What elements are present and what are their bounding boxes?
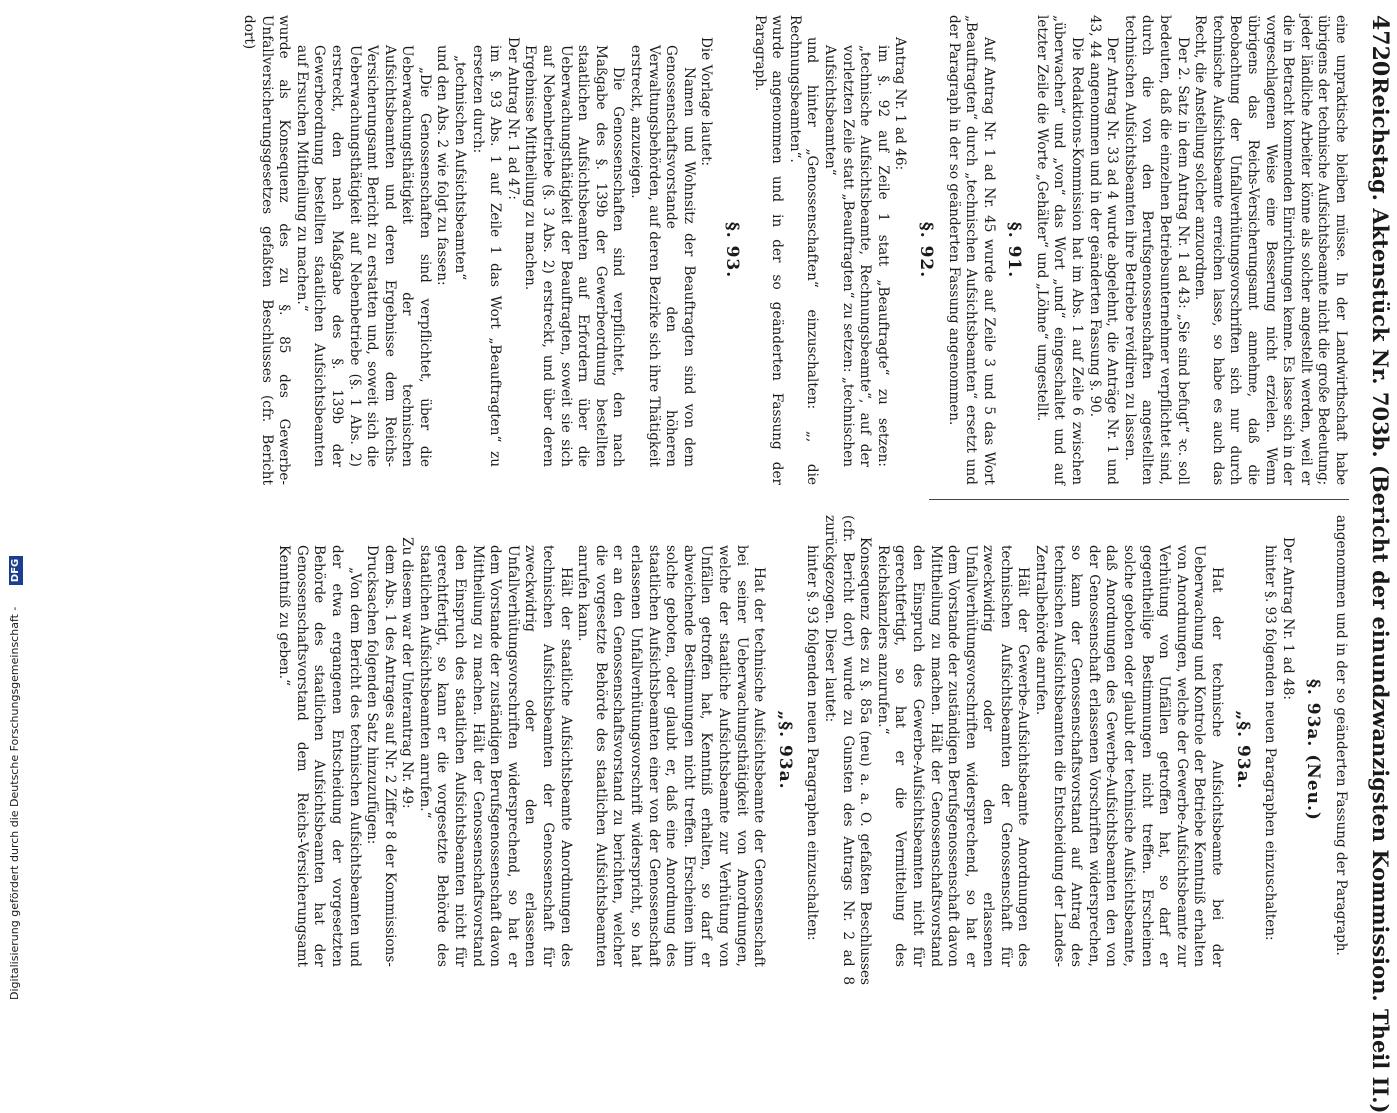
paragraph: eine unpraktische bleiben müsse. In der Landwirthschaft habe übrigens der technische Aufsichtsbeamte nicht die große Bedeutung; jeder ländliche Arbeiter könne als solcher angestellt werden, weil er die in Betracht kommenden Einrichtungen kenne. Es lasse sich in der vorgeschlagenen Weise eine Besserung nicht erzielen. Wenn übrigens das Reichs-Versicherungsamt annehme, daß die Beobachtung der Unfallverhütungsvorschriften sich nur durch technische Aufsichtsbeamte erreichen lasse, so habe es auch das Recht, die Anstellung solcher anzuordnen. [1192, 15, 1349, 485]
quoted-amendment: dem Abs. 1 des Antrages auf Nr. 2 Ziffer 8 der Kommissions-Drucksachen folgenden Satz hinzuzufügen: [364, 545, 398, 967]
quoted-text: Hat der technische Aufsichtsbeamte bei der Ueberwachung und Kontrole der Betriebe Kenntniß erhalten von Anordnungen, welche der Gewerbe-Aufsichtsbeamte zur Verhütung von Unfällen getroffen hat, so darf er gegentheilige Bestimmungen nicht treffen. Erscheinen solche geboten oder glaubt der technische Aufsichtsbeamte, daß Anordnungen des Gewerbe-Aufsichtsbeamten den von der Genossenschaft erlassenen Vorschriften widersprechen, so kann der Genossenschaftsvorstand auf Antrag des technischen Aufsichtsbeamten die Entscheidung der Landes-Zentralbehörde anrufen. [1033, 545, 1226, 967]
paragraph: Der Antrag Nr. 1 ad 47: [504, 37, 521, 200]
digitization-credit [8, 0, 23, 1000]
paragraph: Der Antrag Nr. 33 ad 4 wurde abgelehnt, die Anträge Nr. 1 und 43, 44 angenommen und in der geänderten Fassung §. 90. [1086, 15, 1121, 485]
left-column [169, 15, 1349, 485]
quoted-section-heading: „§. 93a. [1232, 710, 1253, 790]
section-heading: §. 93a. (Neu.) [1303, 679, 1324, 821]
running-header [1359, 15, 1395, 1113]
dfg-logo: DFG [9, 556, 23, 585]
paragraph: angenommen und in der so geänderten Fassung der Paragraph. [1333, 515, 1349, 956]
quoted-text: Hält der staatliche Aufsichtsbeamte Anordnungen des technischen Aufsichtsbeamten der Genossenschaft für zweckwidrig oder den erlassenen Unfallverhütungsvorschriften widersprechend, so hat er dem Vorstande der zuständigen Berufsgenossenschaft davon Mittheilung zu machen. Hält der Genossenschaftsvorstand den Einspruch des staatlichen Aufsichtsbeamten nicht für gerechtfertigt, so kann er die vorgesetzte Behörde des staatlichen Aufsichtsbeamten anrufen.“ [416, 545, 574, 967]
quoted-amendment: im §. 92 auf Zeile 1 statt „Beauftragte“ zu setzen: „technische Aufsichtsbeamte, Rechnungsbeamte“, auf der vorletzten Zeile statt „Beauftragten“ zu setzen: „technischen Aufsichtsbeamten“ [821, 45, 891, 467]
running-title: Reichstag. Aktenstück Nr. 703b. (Bericht der einundzwanzigsten Kommission. Theil II.) [1368, 77, 1393, 1113]
paragraph: Die Redaktions-Kommission hat im Abs. 1 auf Zeile 6 zwischen „überwachen“ und „von“ das Wort „und“ eingeschaltet und auf letzter Zeile die Worte „Gehälter“ und „Löhne“ umgestellt. [1033, 15, 1086, 485]
quoted-text: Hat der technische Aufsichtsbeamte der Genossenschaft bei seiner Ueberwachungsthätigkeit von Anordnungen, welche der staatliche Aufsichtsbeamte zur Verhütung von Unfällen getroffen hat, Kenntniß erhalten, so darf er abweichende Bestimmungen nicht treffen. Erscheinen ihm solche geboten, oder glaubt er, daß eine Anordnung des staatlichen Aufsichtsbeamten einer von der Genossenschaft erlassenen Unfallverhütungsvorschrift widerspricht, so hat er an den Genossenschaftsvorstand zu berichten, welcher die vorgesetzte Behörde des staatlichen Aufsichtsbeamten anrufen kann. [575, 545, 768, 967]
paragraph: wurde als Konsequenz des zu §. 85 des Gewerbe-Unfallversicherungsgesetzes gefaßten Beschlusses (cfr. Bericht dort) [240, 15, 293, 485]
document-page [163, 15, 1395, 1113]
paragraph: Antrag Nr. 1 ad 46: [892, 37, 909, 171]
page-number: 4720 [1367, 15, 1393, 77]
paragraph: Die Vorlage lautet: [698, 37, 715, 167]
quoted-amendment: hinter §. 93 folgenden neuen Paragraphen einzuschalten: [804, 545, 821, 941]
quoted-amendment: „Die Genossenschaften sind verpflichtet, über die Ueberwachungsthätigkeit der technischen Aufsichtsbeamten und deren Ergebnisse dem Reichs-Versicherungsamt Bericht zu erstatten und, soweit sich die Ueberwachungsthätigkeit auf Nebenbetriebe (§. 1 Abs. 2) erstreckt, den nach Maßgabe des §. 139b der Gewerbeordnung bestellten staatlichen Aufsichtsbeamten auf Ersuchen Mittheilung zu machen.“ [293, 45, 433, 467]
quoted-amendment: im §. 93 Abs. 1 auf Zeile 1 das Wort „Beauftragten“ zu ersetzen durch: [469, 45, 504, 467]
quoted-amendment: hinter §. 93 folgenden neuen Paragraphen einzuschalten: [1262, 545, 1279, 941]
quoted-amendment: „Von dem Bericht des technischen Aufsichtsbeamten und der etwa ergangenen Entscheidung der vorgesetzten Behörde des staatlichen Aufsichtsbeamten hat der Genossenschaftsvorstand dem Reichs-Versicherungsamt Kenntniß zu geben.“ [276, 545, 363, 967]
paragraph: Konsequenz des zu §. 85a (neu) a. a. O. gefaßten Beschlusses (cfr. Bericht dort) wurde zu Gunsten des Antrags Nr. 2 ad 8 zurückgezogen. Dieser lautet: [821, 515, 874, 985]
quoted-text: Die Genossenschaften sind verpflichtet, den nach Maßgabe des §. 139b der Gewerbeordnung bestellten staatlichen Aufsichtsbeamten auf Erfordern über die Ueberwachungsthätigkeit der Beauftragten, soweit sie sich auf Nebenbetriebe (§. 3 Abs. 2) erstreckt, und über deren Ergebnisse Mittheilung zu machen. [522, 45, 627, 467]
section-heading: §. 91. [1004, 221, 1025, 279]
section-heading: §. 92. [915, 221, 936, 279]
section-heading: §. 93. [722, 221, 742, 279]
quoted-text: Namen und Wohnsitz der Beauftragten sind von dem Genossenschaftsvorstande den höheren Verwaltungsbehörden, auf deren Bezirke sich ihre Thätigkeit erstreckt, anzuzeigen. [628, 45, 697, 467]
column-divider [929, 499, 1349, 500]
paragraph: und hinter „Genossenschaften“ einzuschalten: „, die Rechnungsbeamten“. [786, 15, 821, 485]
quoted-section-heading: „§. 93a. [774, 710, 795, 790]
quoted-amendment: „technischen Aufsichtsbeamten“ [452, 55, 469, 281]
paragraph: Auf Antrag Nr. 1 ad Nr. 45 wurde auf Zeile 3 und 5 das Wort „Beauftragten“ durch „technischen Aufsichtsbeamten“ ersetzt und der Paragraph in der so geänderten Fassung angenommen. [945, 15, 997, 485]
quoted-text: Hält der Gewerbe-Aufsichtsbeamte Anordnungen des technischen Aufsichtsbeamten der Genossenschaft für zweckwidrig oder den erlassenen Unfallverhütungsvorschriften widersprechend, so hat er dem Vorstande der zuständigen Berufsgenossenschaft davon Mittheilung zu machen. Hält der Genossenschaftsvorstand den Einspruch des Gewerbe-Aufsichtsbeamten nicht für gerechtfertigt, so hat er die Vermittelung des Reichskanzlers anzurufen.“ [874, 545, 1032, 967]
paragraph: Zu diesem war der Unterantrag Nr. 49: [399, 537, 416, 809]
paragraph: wurde angenommen und in der so geänderten Fassung der Paragraph. [751, 15, 786, 485]
paragraph: Der Antrag Nr. 1 ad 48: [1279, 537, 1296, 700]
credit-text: Digitalisierung gefördert durch die Deutsche Forschungsgemeinschaft - [8, 606, 21, 1000]
quoted-amendment: und den Abs. 2 wie folgt zu fassen: [434, 45, 451, 286]
paragraph: Der 2. Satz in dem Antrag Nr. 1 ad 43: „Sie sind befugt“ ꝛc. soll bedeuten, daß die einzelnen Betriebsunternehmer verpflichtet sind, durch die von den Berufsgenossenschaften angestellten technischen Aufsichtsbeamten ihre Betriebe revidiren zu lassen. [1121, 15, 1191, 485]
right-column [169, 515, 1349, 985]
